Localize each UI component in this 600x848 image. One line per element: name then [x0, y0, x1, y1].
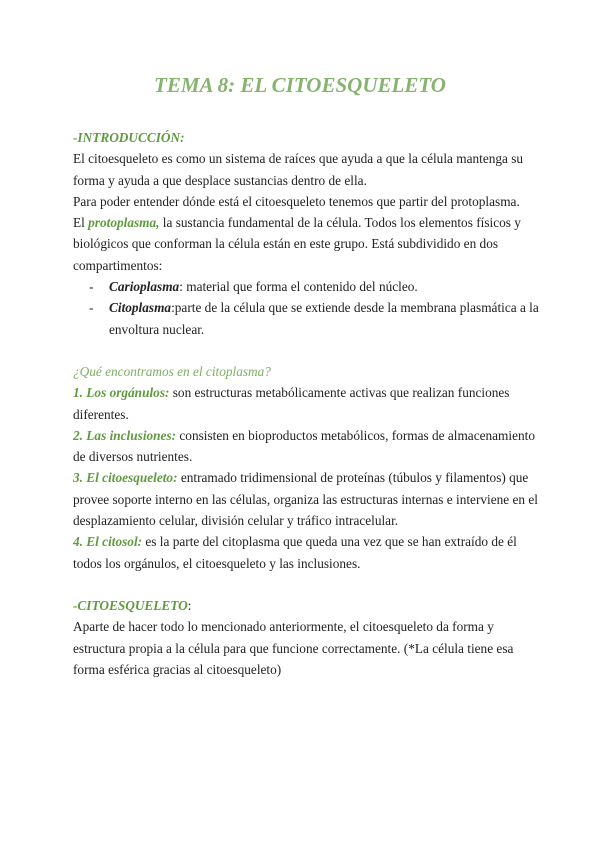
page-title: TEMA 8: EL CITOESQUELETO — [154, 73, 446, 97]
intro-paragraph-1: El citoesqueleto es como un sistema de raíces que ayuda a que la célula mantenga su forma y ayuda a que desplace sustancias dentro de ella. — [73, 151, 524, 188]
compartment-text: :parte de la célula que se extiende desde la membrana plasmática a la envoltura nuclear. — [109, 300, 539, 337]
compartment-item — [73, 297, 543, 340]
cytoplasm-question: ¿Qué encontramos en el citoplasma? — [73, 363, 271, 379]
list-dash: - — [89, 279, 94, 295]
compartment-list — [73, 276, 543, 340]
compartment-term: Citoplasma — [109, 300, 172, 316]
cytoplasm-item — [73, 382, 543, 425]
cytoplasm-item — [73, 425, 543, 468]
compartment-text: : material que forma el contenido del núcleo. — [179, 279, 418, 295]
list-dash: - — [89, 300, 94, 316]
cito-heading: -CITOESQUELETO — [73, 597, 188, 613]
p3-prefix: El — [73, 215, 89, 231]
intro-heading: -INTRODUCCIÓN: — [73, 130, 185, 145]
cytoplasm-item-term: 2. Las inclusiones: — [73, 427, 177, 443]
cito-colon: : — [187, 597, 192, 613]
cytoplasm-item-term: 1. Los orgánulos: — [73, 385, 170, 401]
cytoplasm-item — [73, 531, 543, 574]
compartment-term: Carioplasma — [109, 279, 180, 295]
cytoplasm-item-text: son estructuras metabólicamente activas que realizan funciones diferentes. — [73, 385, 510, 422]
cito-paragraph: Aparte de hacer todo lo mencionado anteriormente, el citoesqueleto da forma y estructura propia a la célula para que funcione correctamente. (*La célula tiene esa forma esférica gracias al citoesqueleto) — [73, 619, 514, 677]
cytoplasm-item-text: entramado tridimensional de proteínas (túbulos y filamentos) que provee soporte interno en las células, organiza las estructuras internas e interviene en el desplazamiento celular, división celular y tráfico intracelular. — [73, 470, 538, 529]
compartment-item — [73, 276, 543, 297]
intro-paragraph-2: Para poder entender dónde está el citoesqueleto tenemos que partir del protoplasma. — [73, 193, 520, 209]
intro-paragraph-3 — [73, 212, 543, 276]
cytoplasm-item-term: 3. El citoesqueleto: — [73, 470, 178, 486]
p3-rest: la sustancia fundamental de la célula. Todos los elementos físicos y biológicos que conforman la célula están en este grupo. Está subdividido en dos compartimentos: — [73, 215, 521, 273]
cytoplasm-item-text: es la parte del citoplasma que queda una vez que se han extraído de él todos los orgánulos, el citoesqueleto y las inclusiones. — [73, 534, 517, 571]
cytoplasm-item — [73, 467, 543, 531]
cytoplasm-item-text: consisten en bioproductos metabólicos, formas de almacenamiento de diversos nutrientes. — [73, 427, 535, 465]
cytoplasm-item-term: 4. El citosol: — [73, 534, 143, 550]
cito-heading-line — [73, 595, 543, 616]
protoplasma-term: protoplasma, — [88, 215, 160, 231]
document-body — [73, 127, 543, 680]
